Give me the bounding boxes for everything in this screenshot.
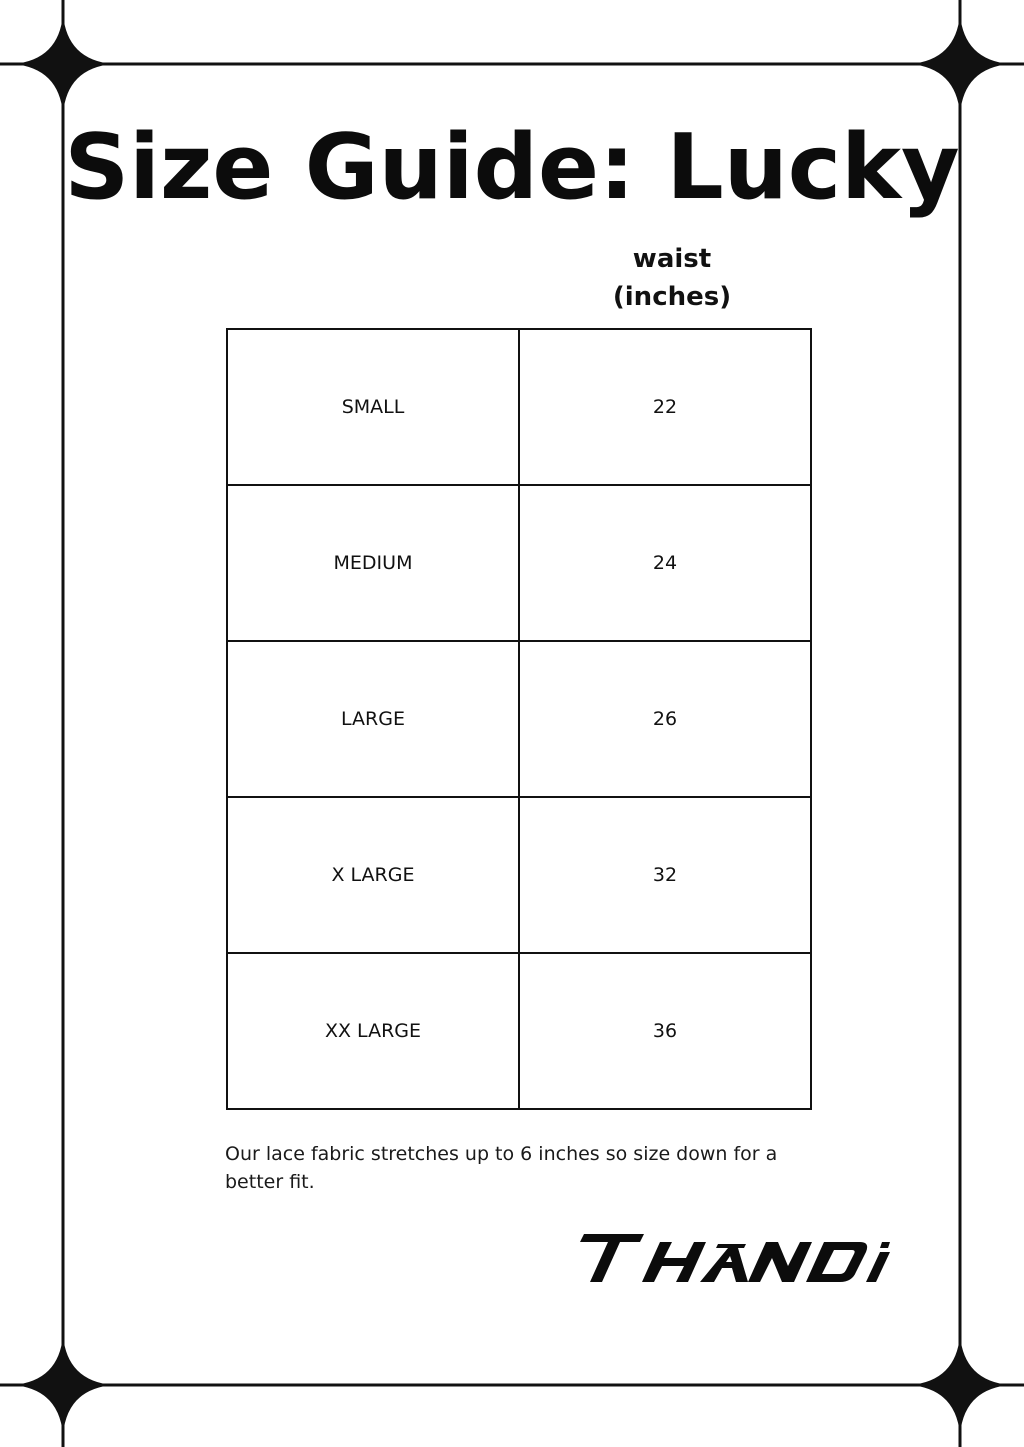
size-cell: LARGE [227, 641, 519, 797]
waist-header-label: waist [632, 244, 712, 274]
table-row [227, 329, 811, 485]
table-row [227, 953, 811, 1109]
corner-star-icon [13, 1335, 113, 1435]
corner-star-icon [13, 14, 113, 114]
table-row [227, 485, 811, 641]
waist-cell: 22 [519, 329, 811, 485]
fit-note: Our lace fabric stretches up to 6 inches so size down for a better fit. [225, 1143, 778, 1193]
waist-cell: 36 [519, 953, 811, 1109]
size-cell: X LARGE [227, 797, 519, 953]
waist-column-header [572, 240, 772, 316]
size-table [226, 328, 812, 1110]
brand-logo [578, 1232, 890, 1286]
waist-cell: 26 [519, 641, 811, 797]
size-cell: SMALL [227, 329, 519, 485]
table-row [227, 797, 811, 953]
corner-star-icon [910, 14, 1010, 114]
table-row [227, 641, 811, 797]
waist-cell: 24 [519, 485, 811, 641]
waist-cell: 32 [519, 797, 811, 953]
size-cell: MEDIUM [227, 485, 519, 641]
size-cell: XX LARGE [227, 953, 519, 1109]
page-title: Size Guide: Lucky [64, 115, 960, 220]
corner-star-icon [910, 1335, 1010, 1435]
waist-header-unit: (inches) [612, 282, 732, 312]
